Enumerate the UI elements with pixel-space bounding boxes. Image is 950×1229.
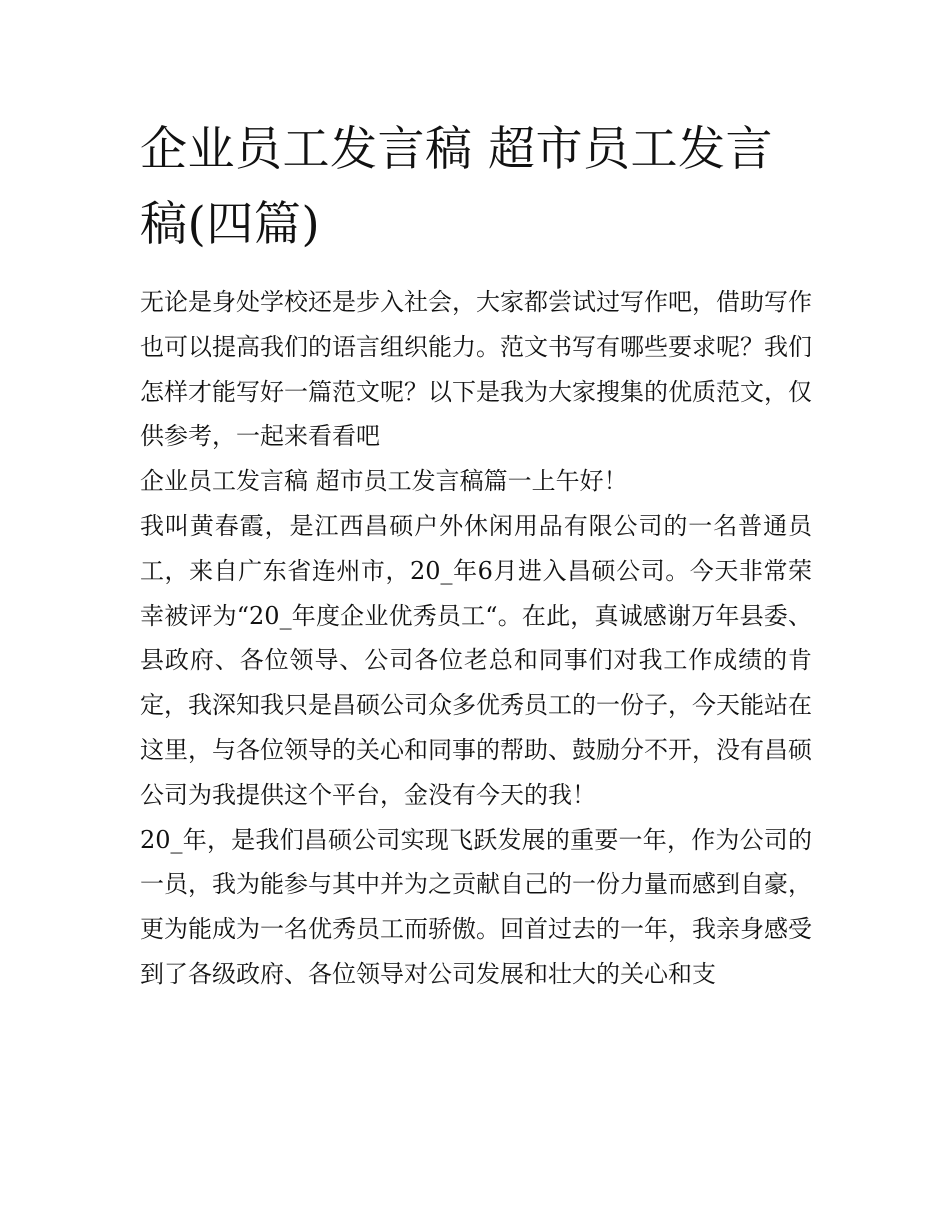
body-paragraph: 我叫黄春霞，是江西昌硕户外休闲用品有限公司的一名普通员工，来自广东省连州市，20_年6月进入昌硕公司。今天非常荣幸被评为“20_年度企业优秀员工“。在此，真诚感谢万年县委、县政府、各位领导、公司各位老总和同事们对我工作成绩的肯定，我深知我只是昌硕公司众多优秀员工的一份子，今天能站在这里，与各位领导的关心和同事的帮助、鼓励分不开，没有昌硕公司为我提供这个平台，金没有今天的我！	[140, 511, 812, 809]
section-heading-paragraph: 企业员工发言稿 超市员工发言稿篇一上午好！	[140, 467, 628, 496]
intro-paragraph: 无论是身处学校还是步入社会，大家都尝试过写作吧，借助写作也可以提高我们的语言组织能力。范文书写有哪些要求呢？我们怎样才能写好一篇范文呢？以下是我为大家搜集的优质范文，仅供参考，一起来看看吧	[140, 288, 812, 451]
document-title: 企业员工发言稿 超市员工发言稿(四篇)	[140, 122, 773, 252]
body-paragraph: 20_年，是我们昌硕公司实现飞跃发展的重要一年，作为公司的一员，我为能参与其中并为之贡献自己的一份力量而感到自豪，更为能成为一名优秀员工而骄傲。回首过去的一年，我亲身感受到了各级政府、各位领导对公司发展和壮大的关心和支	[140, 825, 812, 988]
document-body	[140, 280, 812, 997]
